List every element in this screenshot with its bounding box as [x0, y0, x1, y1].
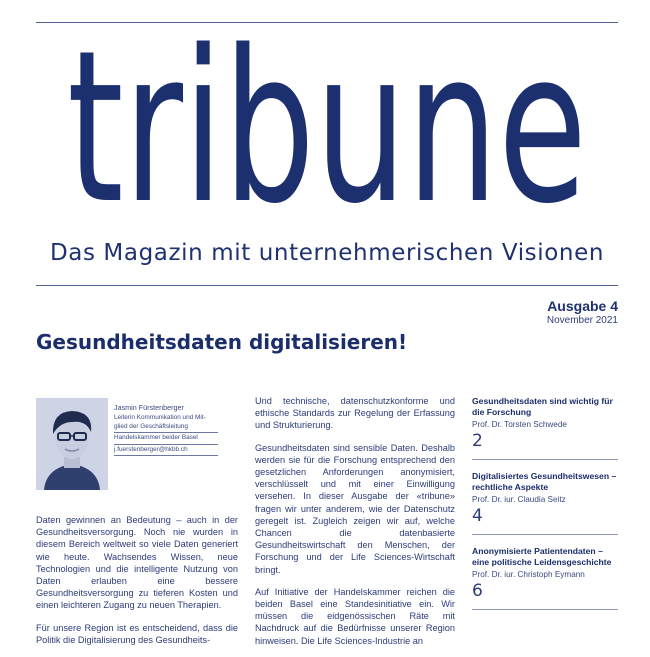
toc-page: 6: [472, 581, 483, 601]
paragraph: Und technische, datenschutzkonforme und ethische Standards zur Regelung der Erfassung und Strukturierung.: [255, 396, 455, 431]
masthead-rule: [36, 285, 618, 286]
svg-text:tribune: tribune: [67, 8, 587, 218]
paragraph: Gesundheitsdaten sind sensible Daten. Deshalb werden sie für die Forschung entsprechend den gesetzlichen Anforderungen anonymisiert, verschlüsselt und mit einer Einwilligung versehen. In dieser Ausgabe der «tribune» fragen wir unter anderem, wie der Datenschutz geregelt ist. Zugleich zeigen wir auf, welche Chancen die datenbasierte Gesundheitswirtschaft den Menschen, der Forschung und der Life Sciences-Wirtschaft bringt.: [255, 442, 455, 575]
toc-title: Digitalisiertes Gesundheitswesen – rechtliche Aspekte: [472, 471, 617, 492]
issue-number: Ausgabe 4: [547, 298, 618, 314]
table-of-contents: [472, 396, 618, 621]
toc-title: Anonymisierte Patientendaten – eine politische Leidensgeschichte: [472, 546, 612, 567]
article-headline: Gesundheitsdaten digitalisieren!: [36, 330, 408, 354]
toc-author: Prof. Dr. Torsten Schwede: [472, 420, 567, 429]
author-name: Jasmin Fürstenberger: [114, 403, 184, 412]
paragraph: Für unsere Region ist es entscheidend, dass die Politik die Digitalisierung des Gesundheits-: [36, 622, 238, 645]
author-role-line: glied der Geschäftsleitung: [114, 423, 218, 433]
toc-page: 4: [472, 506, 483, 526]
author-role-line: Leiterin Kommunikation und Mit-: [114, 414, 206, 422]
toc-item[interactable]: [472, 471, 618, 535]
toc-title: Gesundheitsdaten sind wichtig für die Forschung: [472, 396, 613, 417]
author-box: [114, 404, 218, 457]
author-email[interactable]: j.fuerstenberger@hkbb.ch: [114, 446, 218, 456]
article-column-2: [255, 395, 455, 657]
author-photo: [36, 398, 108, 490]
toc-author: Prof. Dr. iur. Claudia Seitz: [472, 495, 566, 504]
toc-author: Prof. Dr. iur. Christoph Eymann: [472, 570, 585, 579]
masthead-logo: [36, 8, 618, 218]
paragraph: Auf Initiative der Handelskammer reichen die beiden Basel eine Standesinitiative ein. Wir müssen die eidgenössischen Räte mit Nachdruck auf die Bedürfnisse unserer Region hinweisen. Die Life Sciences-Industrie an: [255, 586, 455, 646]
toc-item[interactable]: [472, 396, 618, 460]
article-column-1: [36, 514, 238, 656]
toc-item[interactable]: [472, 546, 618, 610]
issue-date: November 2021: [546, 315, 618, 326]
issue-info: [547, 298, 618, 326]
tagline: Das Magazin mit unternehmerischen Visionen: [49, 240, 605, 266]
paragraph: Daten gewinnen an Bedeutung – auch in der Gesundheitsversorgung. Noch nie wurden in diesem Bereich weltweit so viele Daten generiert wie heute. Wachsendes Wissen, neue Technologien und die intelligente Nutzung von Daten erlauben eine bessere Gesundheitsversorgung zu tieferen Kosten und einen leichteren Zugang zu neuen Therapien.: [36, 515, 238, 611]
author-role-line: Handelskammer beider Basel: [114, 434, 218, 444]
toc-page: 2: [472, 431, 483, 451]
